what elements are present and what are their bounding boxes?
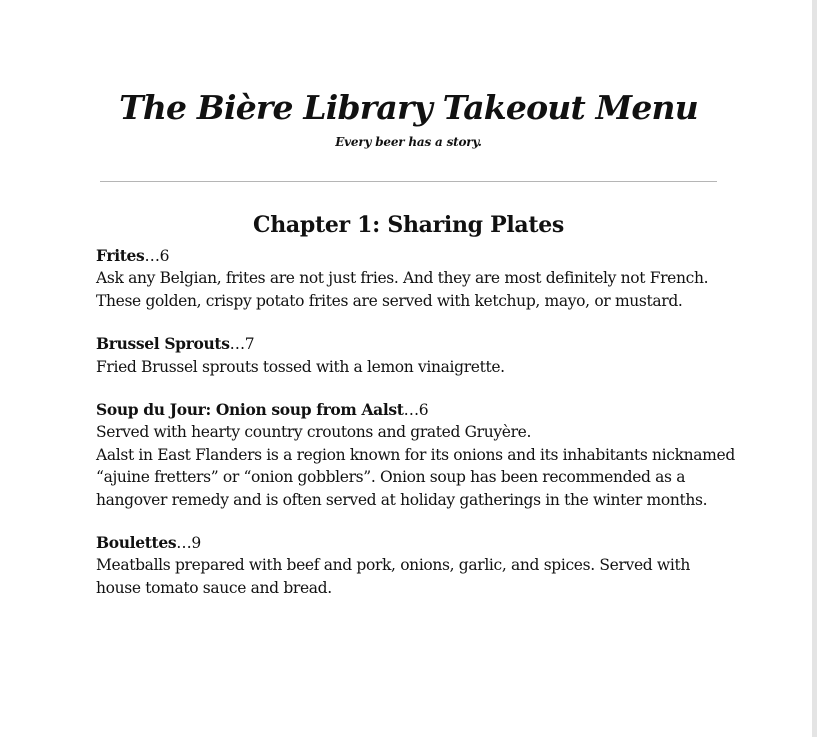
menu-items-list bbox=[96, 245, 736, 620]
menu-item-price: …7 bbox=[229, 335, 255, 354]
menu-item bbox=[96, 532, 736, 599]
viewer-scroll-edge bbox=[812, 0, 817, 737]
menu-item-price: …6 bbox=[403, 401, 429, 420]
chapter-title: Chapter 1: Sharing Plates bbox=[253, 212, 564, 238]
menu-item-name: Soup du Jour: Onion soup from Aalst bbox=[96, 400, 404, 420]
menu-item-heading bbox=[96, 532, 736, 554]
title-divider bbox=[100, 181, 717, 182]
menu-item-heading bbox=[96, 245, 736, 267]
menu-item bbox=[96, 333, 736, 378]
menu-item-price: …6 bbox=[144, 247, 170, 265]
menu-item-name: Frites bbox=[96, 246, 145, 265]
menu-item-heading bbox=[96, 399, 736, 421]
menu-title: The Bière Library Takeout Menu bbox=[119, 88, 698, 127]
menu-item-name: Boulettes bbox=[96, 533, 177, 553]
menu-item bbox=[96, 399, 736, 511]
menu-item-heading bbox=[96, 333, 736, 355]
menu-item-price: …9 bbox=[176, 534, 201, 553]
menu-tagline: Every beer has a story. bbox=[335, 135, 482, 149]
menu-item-story: Aalst in East Flanders is a region known for its onions and its inhabitants nicknamed “ajuine fretters” or “onion gobblers”. Onion soup has been recommended as a hangover remedy and is often served at holiday gatherings in the winter months. bbox=[96, 445, 735, 509]
menu-item-description: Ask any Belgian, frites are not just fries. And they are most definitely not French. These golden, crispy potato frites are served with ketchup, mayo, or mustard. bbox=[96, 269, 709, 310]
menu-item bbox=[96, 245, 736, 312]
menu-item-name: Brussel Sprouts bbox=[96, 334, 230, 354]
menu-item-description: Meatballs prepared with beef and pork, onions, garlic, and spices. Served with house tomato sauce and bread. bbox=[96, 556, 690, 597]
menu-item-description: Served with hearty country croutons and grated Gruyère. bbox=[96, 423, 532, 442]
menu-item-description: Fried Brussel sprouts tossed with a lemon vinaigrette. bbox=[96, 357, 505, 376]
